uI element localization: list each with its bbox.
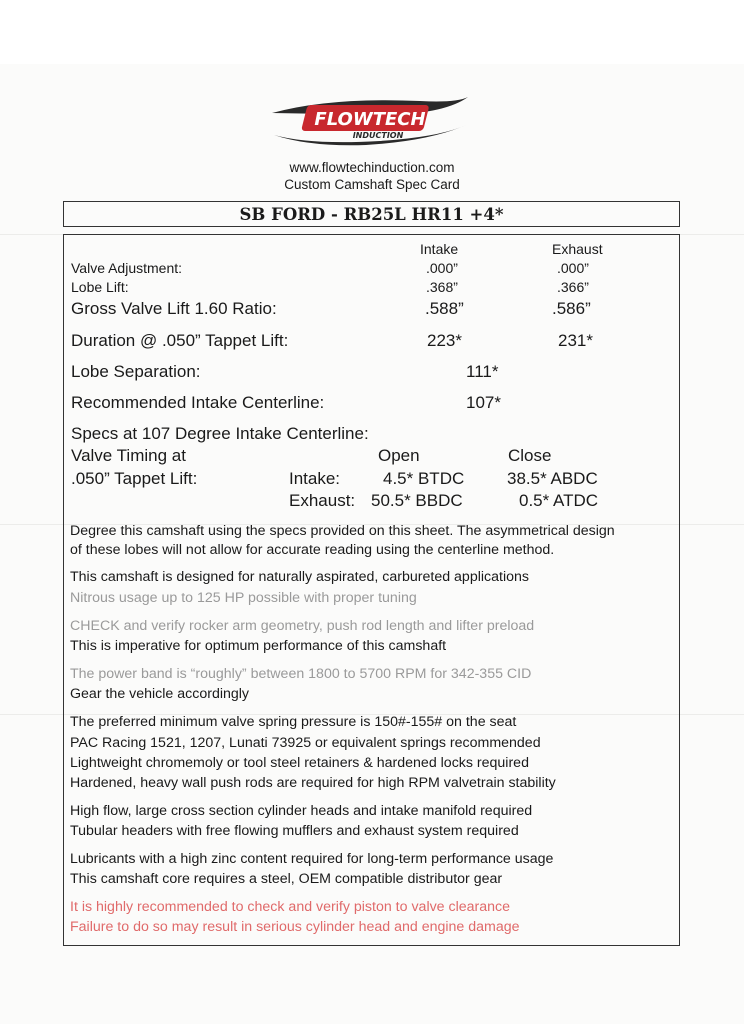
timing-exhaust-open: 50.5* BBDC [371, 491, 463, 510]
lobe-separation-label: Lobe Separation: [71, 362, 201, 381]
check-note: CHECK and verify rocker arm geometry, push rod length and lifter preload [70, 618, 535, 634]
degree-note-line: of these lobes will not allow for accurate reading using the centerline method. [70, 542, 555, 558]
intake-column-header: Intake [420, 241, 459, 257]
spec-label: Gross Valve Lift 1.60 Ratio: [71, 299, 277, 318]
power-band-note: The power band is “roughly” between 1800 to 5700 RPM for 342-355 CID [70, 666, 532, 682]
cylinder-heads-note: High flow, large cross section cylinder heads and intake manifold required [70, 803, 533, 819]
timing-open-header: Open [378, 446, 420, 465]
card-subtitle: Custom Camshaft Spec Card [284, 177, 460, 192]
lubricant-note: Lubricants with a high zinc content required for long-term performance usage [70, 851, 554, 867]
timing-exhaust-label: Exhaust: [289, 491, 356, 510]
push-rod-note: Hardened, heavy wall push rods are required for high RPM valvetrain stability [70, 775, 556, 791]
logo-subword: INDUCTION [352, 131, 404, 140]
spec-intake-value: .000” [426, 260, 458, 276]
valve-spring-note: PAC Racing 1521, 1207, Lunati 73925 or equivalent springs recommended [70, 735, 541, 751]
spec-intake-value: .588” [425, 299, 464, 318]
distributor-gear-note: This camshaft core requires a steel, OEM compatible distributor gear [70, 871, 503, 887]
spec-exhaust-value: .000” [557, 260, 589, 276]
application-note: This camshaft is designed for naturally aspirated, carbureted applications [70, 569, 529, 585]
spec-label: Valve Adjustment: [71, 260, 183, 276]
timing-label-line2: .050” Tappet Lift: [71, 469, 198, 488]
timing-heading: Specs at 107 Degree Intake Centerline: [71, 424, 369, 443]
logo-wordmark: FLOWTECH [314, 109, 426, 130]
gearing-note: Gear the vehicle accordingly [70, 686, 250, 702]
camshaft-title-box [63, 201, 680, 227]
spec-label: Duration @ .050” Tappet Lift: [71, 331, 289, 350]
spec-label: Lobe Lift: [71, 279, 129, 295]
headers-note: Tubular headers with free flowing mufflers and exhaust system required [70, 823, 519, 839]
spec-intake-value: .368” [426, 279, 458, 295]
exhaust-column-header: Exhaust [552, 241, 603, 257]
scan-top-margin [0, 0, 744, 64]
nitrous-note: Nitrous usage up to 125 HP possible with proper tuning [70, 590, 417, 606]
timing-label-line1: Valve Timing at [71, 446, 186, 465]
retainer-note: Lightweight chromemoly or tool steel retainers & hardened locks required [70, 755, 529, 771]
spec-exhaust-value: .366” [557, 279, 589, 295]
timing-intake-close: 38.5* ABDC [507, 469, 598, 488]
timing-close-header: Close [508, 446, 552, 465]
flowtech-logo [270, 95, 470, 147]
intake-centerline-label: Recommended Intake Centerline: [71, 393, 325, 412]
warning-note: It is highly recommended to check and verify piston to valve clearance [70, 899, 511, 915]
check-note: This is imperative for optimum performance of this camshaft [70, 638, 447, 654]
spec-exhaust-value: 231* [558, 331, 593, 350]
camshaft-title: SB FORD - RB25L HR11 +4* [239, 205, 504, 224]
spec-intake-value: 223* [427, 331, 462, 350]
website-url: www.flowtechinduction.com [289, 160, 455, 175]
spec-exhaust-value: .586” [552, 299, 591, 318]
timing-intake-label: Intake: [289, 469, 341, 488]
warning-note: Failure to do so may result in serious cylinder head and engine damage [70, 919, 520, 935]
timing-exhaust-close: 0.5* ATDC [519, 491, 599, 510]
lobe-separation-value: 111* [466, 362, 499, 381]
degree-note-line: Degree this camshaft using the specs provided on this sheet. The asymmetrical design [70, 523, 615, 539]
intake-centerline-value: 107* [466, 393, 501, 412]
timing-intake-open: 4.5* BTDC [383, 469, 465, 488]
valve-spring-note: The preferred minimum valve spring pressure is 150#-155# on the seat [70, 714, 517, 730]
